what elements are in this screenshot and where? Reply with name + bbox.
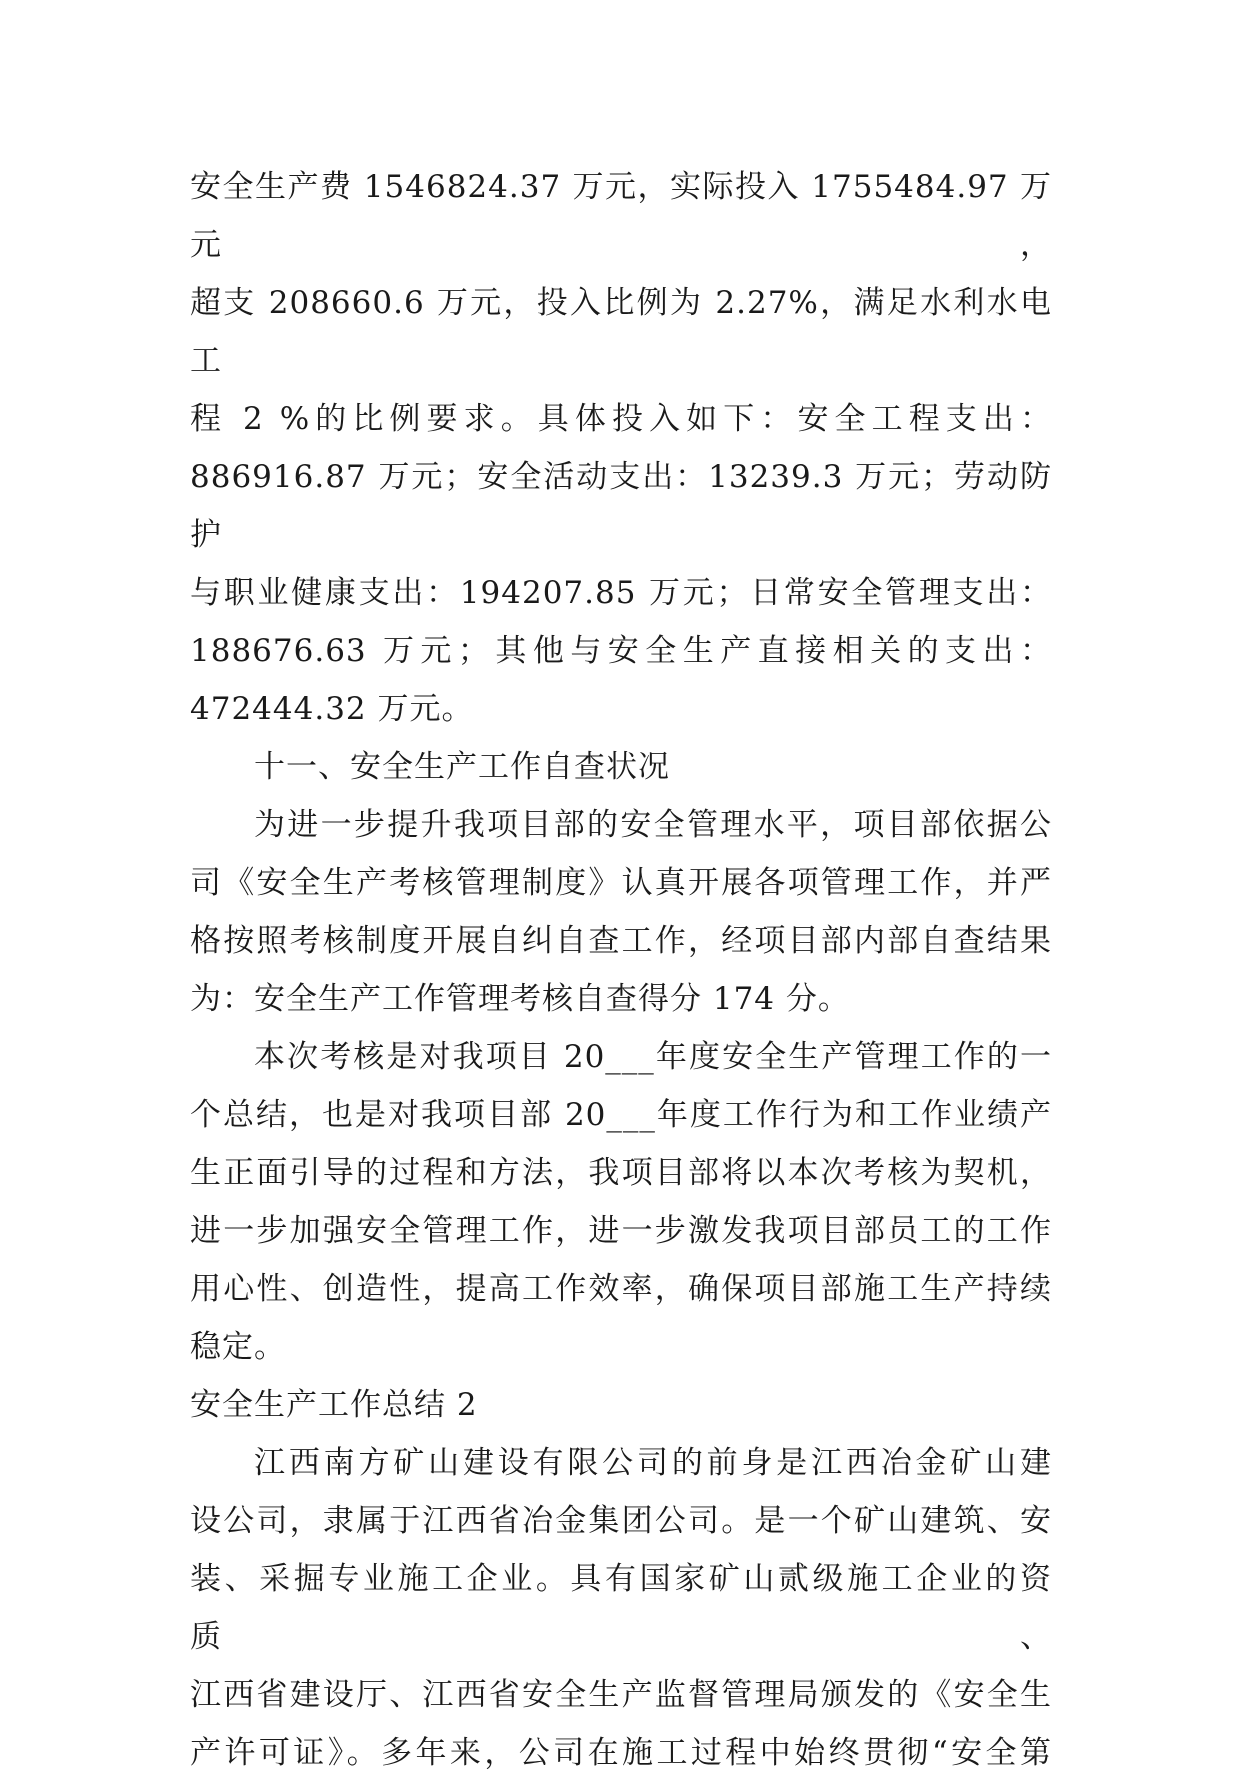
text-line: 设公司，隶属于江西省冶金集团公司。是一个矿山建筑、安: [190, 1503, 1052, 1539]
section-heading: 十一、安全生产工作自查状况: [254, 749, 670, 785]
text-line: 江西省建设厅、江西省安全生产监督管理局颁发的《安全生: [190, 1677, 1052, 1713]
text-line: 进一步加强安全管理工作，进一步激发我项目部员工的工作: [190, 1213, 1052, 1249]
section-title: 安全生产工作总结 2: [190, 1387, 478, 1423]
text-line: 472444.32 万元。: [190, 691, 474, 727]
text-line: 与职业健康支出：194207.85 万元；日常安全管理支出：: [190, 575, 1052, 611]
text-line: 个总结，也是对我项目部 20___年度工作行为和工作业绩产: [190, 1097, 1052, 1133]
text-line: 司《安全生产考核管理制度》认真开展各项管理工作，并严: [190, 865, 1052, 901]
text-line: 生正面引导的过程和方法，我项目部将以本次考核为契机，: [190, 1155, 1052, 1191]
text-line: 超支 208660.6 万元，投入比例为 2.27%，满足水利水电工: [190, 285, 1052, 379]
text-line: 为：安全生产工作管理考核自查得分 174 分。: [190, 981, 850, 1017]
text-line: 用心性、创造性，提高工作效率，确保项目部施工生产持续: [190, 1271, 1052, 1307]
text-line: 产许可证》。多年来，公司在施工过程中始终贯彻“安全第: [190, 1735, 1052, 1771]
text-line: 188676.63 万元；其他与安全生产直接相关的支出：: [190, 633, 1052, 669]
text-line: 格按照考核制度开展自纠自查工作，经项目部内部自查结果: [190, 923, 1052, 959]
text-line: 江西南方矿山建设有限公司的前身是江西冶金矿山建: [254, 1445, 1052, 1481]
text-line: 程 2 %的比例要求。具体投入如下：安全工程支出：: [190, 401, 1052, 437]
text-line: 稳定。: [190, 1329, 286, 1365]
text-line: 装、采掘专业施工企业。具有国家矿山贰级施工企业的资质、: [190, 1561, 1052, 1655]
text-line: 为进一步提升我项目部的安全管理水平，项目部依据公: [254, 807, 1052, 843]
text-line: 886916.87 万元；安全活动支出：13239.3 万元；劳动防护: [190, 459, 1052, 553]
text-line: 安全生产费 1546824.37 万元，实际投入 1755484.97 万元，: [190, 169, 1052, 263]
document-body: [190, 158, 1052, 1782]
text-line: 本次考核是对我项目 20___年度安全生产管理工作的一: [254, 1039, 1052, 1075]
